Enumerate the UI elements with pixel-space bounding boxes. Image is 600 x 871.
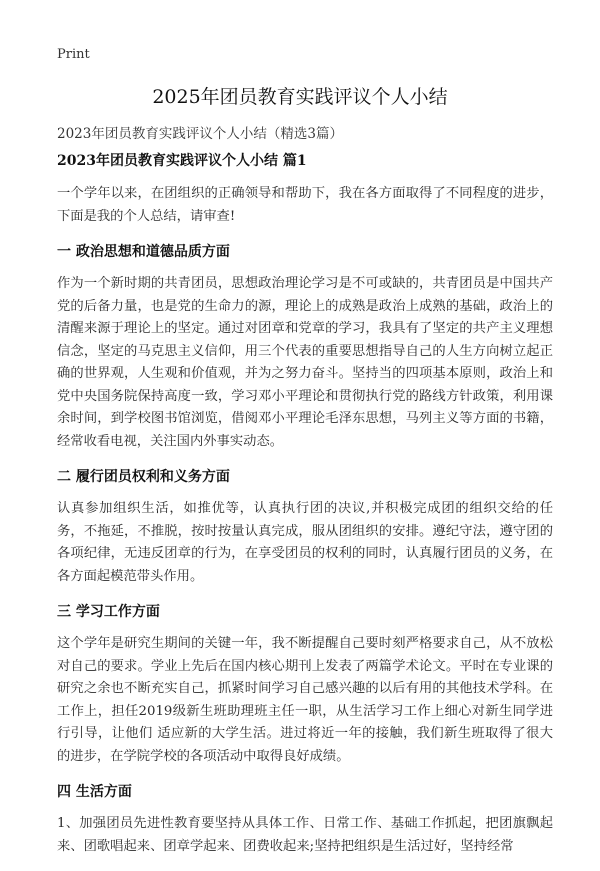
section-body-study: 这个学年是研究生期间的关键一年，我不断提醒自己要时刻严格要求自己，从不放松对自己的要求。学业上先后在国内核心期刊上发表了两篇学术论文。平时在专业课的研究之余也不断充实自己，抓紧时间学习自己感兴趣的以后有用的其他技术学科。在工作上，担任2019级新生班助理班主任一职，从生活学习工作上细心对新生同学进行引导，让他们 适应新的大学生活。进过将近一年的接触，我们新生班取得了很大的进步，在学院学校的各项活动中取得良好成绩。 (57, 636, 553, 764)
article-content (57, 150, 553, 871)
section-heading-study: 三 学习工作方面 (57, 604, 160, 620)
section-heading-duties: 二 履行团员权利和义务方面 (57, 469, 230, 485)
section-heading-politics: 一 政治思想和道德品质方面 (57, 244, 230, 260)
section-body-life: 1、加强团员先进性教育要坚持从具体工作、日常工作、基础工作抓起，把团旗飘起来、团歌唱起来、团章学起来、团费收起来;坚持把组织是生活过好，坚持经常 (57, 816, 553, 854)
section-body-duties: 认真参加组织生活，如推优等，认真执行团的决议,并积极完成团的组织交给的任务，不拖延，不推脱，按时按量认真完成，服从团组织的安排。遵纪守法，遵守团的各项纪律，无违反团章的行为，在享受团员的权利的同时，认真履行团员的义务，在各方面起模范带头作用。 (57, 501, 553, 584)
print-link[interactable]: Print (57, 47, 90, 62)
page-title: 2025年团员教育实践评议个人小结 (152, 86, 448, 108)
section-heading-life: 四 生活方面 (57, 784, 132, 800)
document-subtitle: 2023年团员教育实践评议个人小结（精选3篇） (57, 126, 343, 142)
intro-paragraph: 一个学年以来，在团组织的正确领导和帮助下，我在各方面取得了不同程度的进步，下面是我的个人总结，请审查! (57, 186, 553, 224)
section-body-politics: 作为一个新时期的共青团员，思想政治理论学习是不可或缺的，共青团员是中国共产党的后备力量，也是党的生命力的源，理论上的成熟是政治上成熟的基础，政治上的清醒来源于理论上的坚定。通过对团章和党章的学习，我具有了坚定的共产主义理想信念，坚定的马克思主义信仰，用三个代表的重要思想指导自己的人生方向树立起正确的世界观，人生观和价值观，并为之努力奋斗。坚持当的四项基本原则，政治上和党中央国务院保持高度一致，学习邓小平理论和贯彻执行党的路线方针政策，利用课余时间，到学校图书馆浏览，借阅邓小平理论毛泽东思想，马列主义等方面的书籍，经常收看电视，关注国内外事实动态。 (57, 276, 553, 449)
article-heading: 2023年团员教育实践评议个人小结 篇1 (57, 153, 307, 169)
